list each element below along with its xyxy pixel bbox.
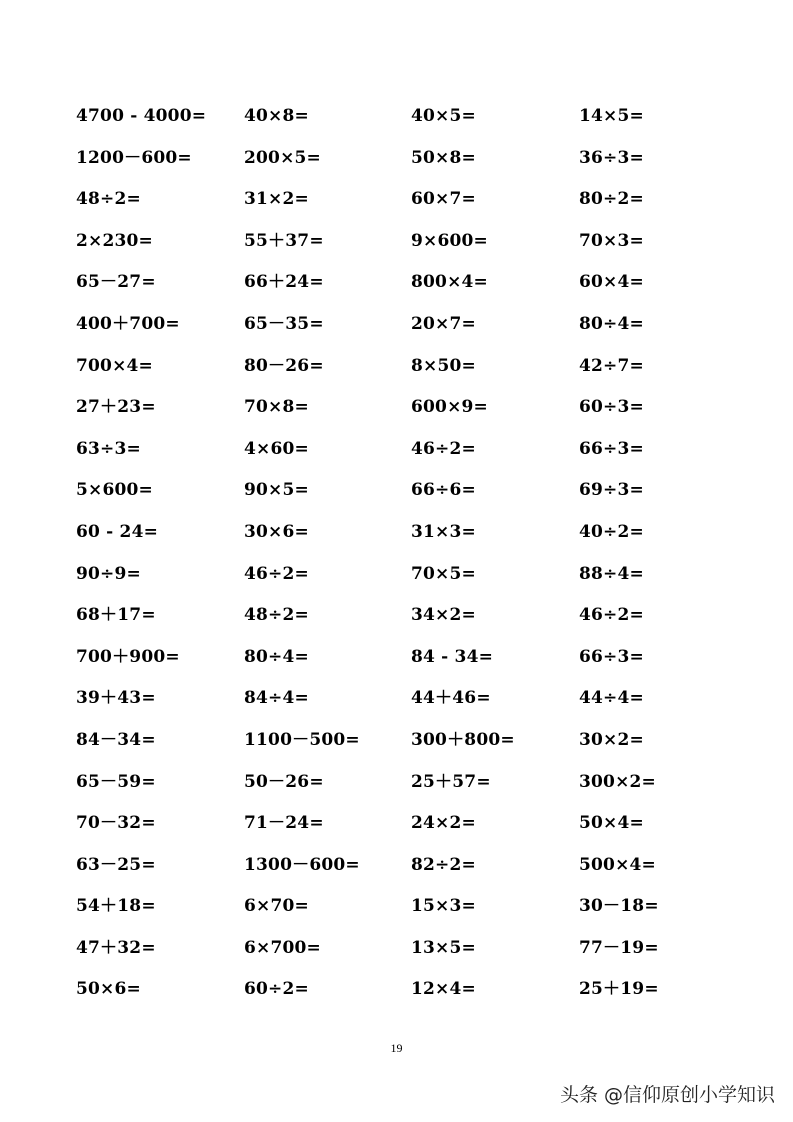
problem-cell: 200×5= <box>244 147 322 168</box>
problem-cell: 65－27= <box>76 272 156 293</box>
problem-cell: 90×5= <box>244 480 309 501</box>
problem-cell: 600×9= <box>411 397 489 418</box>
problem-cell: 27＋23= <box>76 397 156 418</box>
problem-cell: 70×5= <box>411 563 476 584</box>
problem-cell: 55＋37= <box>244 230 324 251</box>
problem-cell: 31×3= <box>411 521 476 542</box>
problem-cell: 48÷2= <box>244 605 309 626</box>
problem-cell: 12×4= <box>411 979 476 1000</box>
problem-row <box>76 310 716 352</box>
problem-cell: 54＋18= <box>76 896 156 917</box>
problem-cell: 66÷3= <box>579 438 644 459</box>
problem-cell: 80÷2= <box>579 189 644 210</box>
problem-row <box>76 601 716 643</box>
problem-cell: 50×8= <box>411 147 476 168</box>
problem-cell: 47＋32= <box>76 937 156 958</box>
problem-cell: 70－32= <box>76 813 156 834</box>
problem-cell: 30－18= <box>579 896 659 917</box>
problem-cell: 68＋17= <box>76 605 156 626</box>
problem-cell: 34×2= <box>411 605 476 626</box>
problem-cell: 42÷7= <box>579 355 644 376</box>
problem-cell: 300＋800= <box>411 729 515 750</box>
problem-row <box>76 975 716 1017</box>
problem-cell: 84－34= <box>76 729 156 750</box>
problem-cell: 40×5= <box>411 106 476 126</box>
problem-row <box>76 185 716 227</box>
problem-cell: 46÷2= <box>411 438 476 459</box>
problem-row <box>76 268 716 310</box>
problem-cell: 24×2= <box>411 813 476 834</box>
problem-cell: 50×4= <box>579 813 644 834</box>
problem-cell: 70×8= <box>244 397 309 418</box>
problem-cell: 60÷2= <box>244 979 309 1000</box>
problem-cell: 82÷2= <box>411 854 476 875</box>
problem-row <box>76 227 716 269</box>
problem-cell: 6×700= <box>244 937 322 958</box>
problem-cell: 700＋900= <box>76 646 180 667</box>
problem-cell: 13×5= <box>411 937 476 958</box>
problem-cell: 300×2= <box>579 771 657 792</box>
problem-cell: 1200－600= <box>76 147 192 168</box>
problem-cell: 400＋700= <box>76 313 180 334</box>
problem-cell: 44＋46= <box>411 688 491 709</box>
problem-row <box>76 768 716 810</box>
problem-cell: 25＋19= <box>579 979 659 1000</box>
problem-cell: 84 - 34= <box>411 646 494 667</box>
problem-cell: 65－35= <box>244 313 324 334</box>
problem-cell: 84÷4= <box>244 688 309 709</box>
problem-cell: 63－25= <box>76 854 156 875</box>
problem-cell: 1100－500= <box>244 729 360 750</box>
problem-cell: 77－19= <box>579 937 659 958</box>
problem-cell: 20×7= <box>411 313 476 334</box>
problem-cell: 65－59= <box>76 771 156 792</box>
problem-cell: 6×70= <box>244 896 309 917</box>
problem-cell: 48÷2= <box>76 189 141 210</box>
problem-cell: 90÷9= <box>76 563 141 584</box>
problem-cell: 39＋43= <box>76 688 156 709</box>
problem-row <box>76 684 716 726</box>
problem-cell: 60 - 24= <box>76 521 159 542</box>
problem-cell: 800×4= <box>411 272 489 293</box>
problem-row <box>76 518 716 560</box>
problem-cell: 500×4= <box>579 854 657 875</box>
problem-cell: 50－26= <box>244 771 324 792</box>
problem-row <box>76 809 716 851</box>
problem-cell: 66÷6= <box>411 480 476 501</box>
problem-row <box>76 726 716 768</box>
problem-cell: 60÷3= <box>579 397 644 418</box>
problem-grid <box>76 102 716 1017</box>
problem-row <box>76 393 716 435</box>
problem-row <box>76 560 716 602</box>
problem-cell: 40×8= <box>244 106 309 126</box>
problem-row <box>76 476 716 518</box>
problem-cell: 69÷3= <box>579 480 644 501</box>
problem-cell: 71－24= <box>244 813 324 834</box>
problem-cell: 25＋57= <box>411 771 491 792</box>
page-number: 19 <box>390 1041 403 1055</box>
problem-cell: 14×5= <box>579 106 644 126</box>
watermark: 头条 @信仰原创小学知识 <box>559 1084 775 1106</box>
problem-cell: 8×50= <box>411 355 476 376</box>
problem-cell: 1300－600= <box>244 854 360 875</box>
problem-cell: 4700 - 4000= <box>76 106 207 126</box>
problem-cell: 66＋24= <box>244 272 324 293</box>
problem-row <box>76 643 716 685</box>
problem-row <box>76 851 716 893</box>
problem-cell: 80－26= <box>244 355 324 376</box>
problem-cell: 31×2= <box>244 189 309 210</box>
problem-cell: 700×4= <box>76 355 154 376</box>
problem-cell: 40÷2= <box>579 521 644 542</box>
problem-cell: 30×6= <box>244 521 309 542</box>
problem-row <box>76 892 716 934</box>
problem-cell: 63÷3= <box>76 438 141 459</box>
problem-row <box>76 934 716 976</box>
problem-cell: 60×7= <box>411 189 476 210</box>
problem-cell: 46÷2= <box>579 605 644 626</box>
problem-row <box>76 352 716 394</box>
problem-cell: 50×6= <box>76 979 141 1000</box>
problem-cell: 66÷3= <box>579 646 644 667</box>
problem-cell: 15×3= <box>411 896 476 917</box>
problem-row <box>76 144 716 186</box>
problem-cell: 60×4= <box>579 272 644 293</box>
problem-cell: 70×3= <box>579 230 644 251</box>
problem-cell: 30×2= <box>579 729 644 750</box>
problem-cell: 5×600= <box>76 480 154 501</box>
problem-cell: 46÷2= <box>244 563 309 584</box>
problem-cell: 2×230= <box>76 230 154 251</box>
problem-row <box>76 435 716 477</box>
problem-cell: 36÷3= <box>579 147 644 168</box>
problem-row <box>76 102 716 144</box>
problem-cell: 80÷4= <box>579 313 644 334</box>
problem-cell: 4×60= <box>244 438 309 459</box>
problem-cell: 88÷4= <box>579 563 644 584</box>
problem-cell: 44÷4= <box>579 688 644 709</box>
problem-cell: 9×600= <box>411 230 489 251</box>
problem-cell: 80÷4= <box>244 646 309 667</box>
